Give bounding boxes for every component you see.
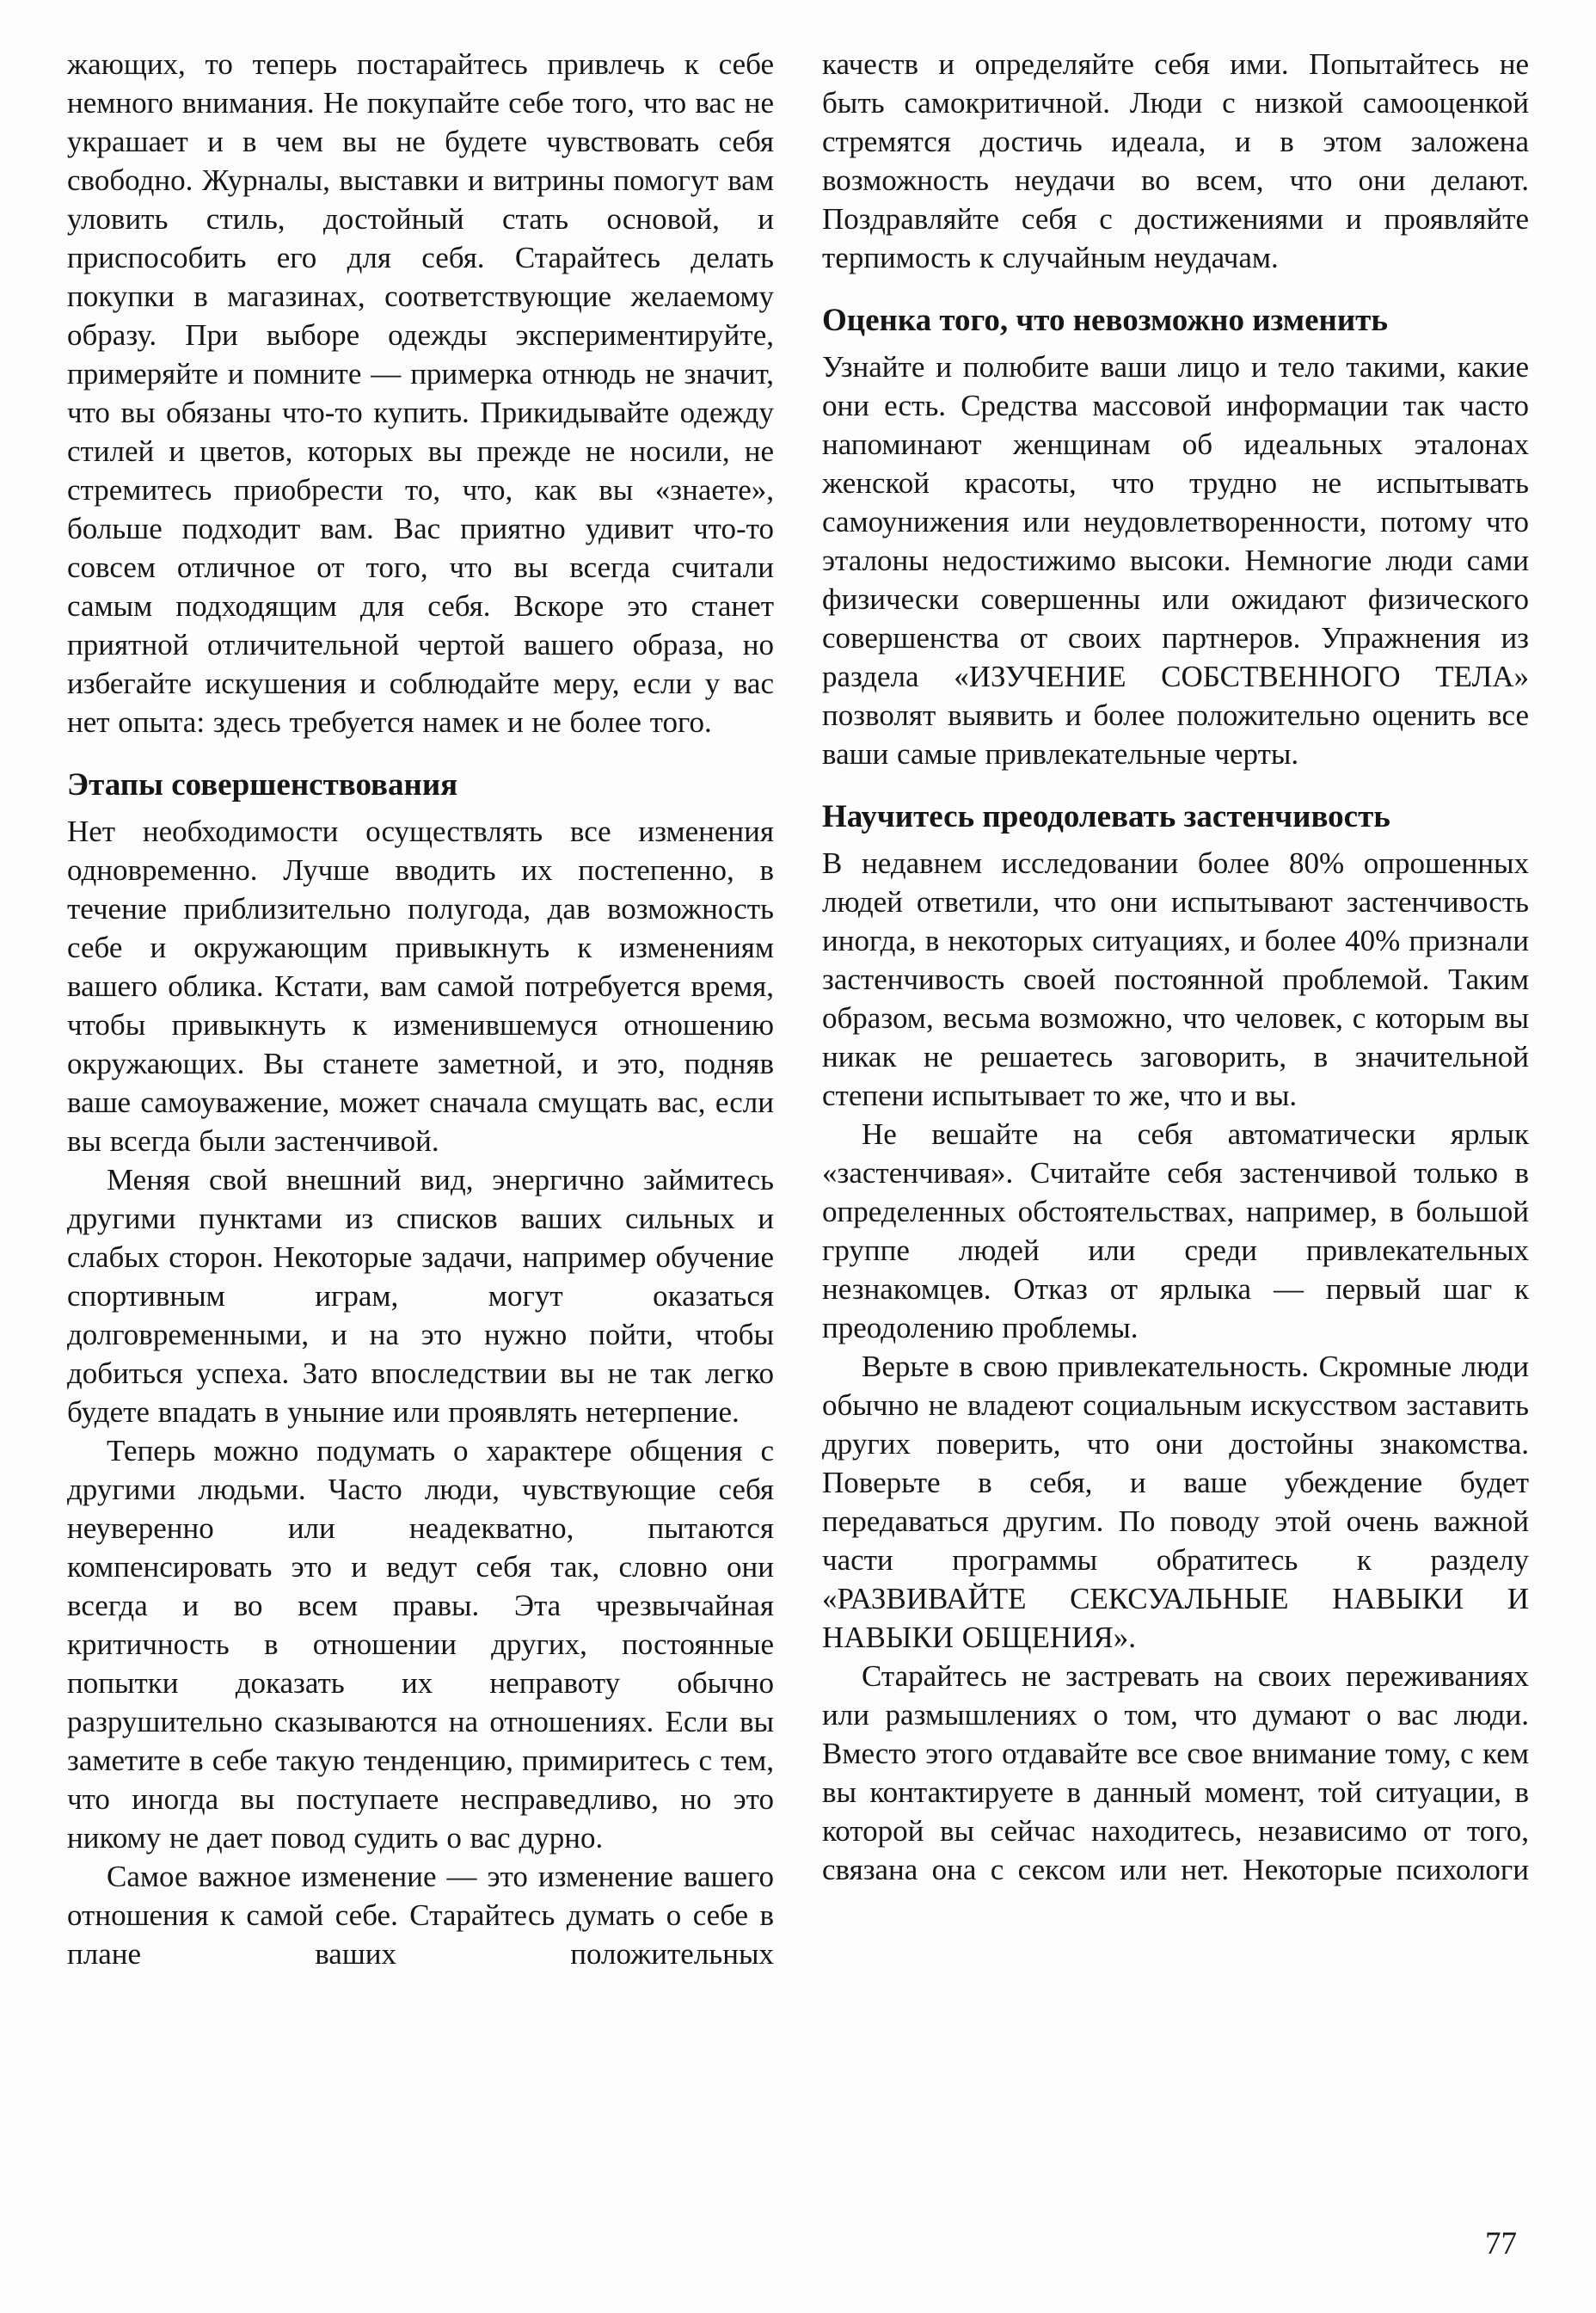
paragraph: Нет необходимости осуществлять все изменения одновременно. Лучше вводить их постепенно, в течение приблизительно полугода, дав возможность себе и окружающим привыкнуть к изменениям вашего облика. Кстати, вам самой потребуется время, чтобы привыкнуть к изменившемуся отношению окружающих. Вы станете заметной, и это, подняв ваше самоуважение, может сначала смущать вас, если вы всегда были застенчивой. (67, 815, 774, 1158)
paragraph: В недавнем исследовании более 80% опрошенных людей ответили, что они испытывают застенчивость иногда, в некоторых ситуациях, и более 40% признали застенчивость своей постоянной проблемой. Таким образом, весьма возможно, что человек, с которым вы никак не решаетесь заговорить, в значительной степени испытывает то же, что и вы. (822, 846, 1529, 1112)
paragraph-continues-next-page: Старайтесь не застревать на своих переживаниях или размышлениях о том, что думают о вас люди. Вместо этого отдавайте все свое внимание тому, с кем вы контактируете в данный момент, той ситуации, в которой вы сейчас находитесь, независимо от того, связана она с сексом или нет. Некоторые психологи (822, 1659, 1529, 1886)
paragraph: Узнайте и полюбите ваши лицо и тело такими, какие они есть. Средства массовой информации так часто напоминают женщинам об идеальных эталонах женской красоты, что трудно не испытывать самоунижения или неудовлетворенности, потому что эталоны недостижимо высоки. Немногие люди сами физически совершенны или ожидают физического совершенства от своих партнеров. Упражнения из раздела «ИЗУЧЕНИЕ СОБСТВЕННОГО ТЕЛА» позволят выявить и более положительно оценить все ваши самые привлекательные черты. (822, 350, 1529, 771)
right-column (822, 45, 1529, 1973)
paragraph-continues-next-column: Самое важное изменение — это изменение вашего отношения к самой себе. Старайтесь думать о себе в плане ваших положительных (67, 1860, 774, 1971)
paragraph: Не вешайте на себя автоматически ярлык «застенчивая». Считайте себя застенчивой только в определенных обстоятельствах, например, в большой группе людей или среди привлекательных незнакомцев. Отказ от ярлыка — первый шаг к преодолению проблемы. (822, 1117, 1529, 1344)
paragraph: Теперь можно подумать о характере общения с другими людьми. Часто люди, чувствующие себя неуверенно или неадекватно, пытаются компенсировать это и ведут себя так, словно они всегда и во всем правы. Эта чрезвычайная критичность в отношении других, постоянные попытки доказать их неправоту обычно разрушительно сказываются на отношениях. Если вы заметите в себе такую тенденцию, примиритесь с тем, что иногда вы поступаете несправедливо, но это никому не дает повод судить о вас дурно. (67, 1434, 774, 1855)
paragraph: Меняя свой внешний вид, энергично займитесь другими пунктами из списков ваших сильных и слабых сторон. Некоторые задачи, например обучение спортивным играм, могут оказаться долговременными, и на это нужно пойти, чтобы добиться успеха. Зато впоследствии вы не так легко будете впадать в уныние или проявлять нетерпение. (67, 1163, 774, 1429)
left-column (67, 45, 774, 1973)
section-heading-stages: Этапы совершенствования (67, 767, 458, 803)
page-number: 77 (1485, 2226, 1517, 2261)
section-heading-shyness: Научитесь преодолевать застенчивость (822, 799, 1390, 834)
section-heading-evaluate: Оценка того, что невозможно изменить (822, 303, 1388, 338)
paragraph-continued-from-previous-page: жающих, то теперь постарайтесь привлечь к себе немного внимания. Не покупайте себе того, что вас не украшает и в чем вы не будете чувствовать себя свободно. Журналы, выставки и витрины помогут вам уловить стиль, достойный стать основой, и приспособить его для себя. Старайтесь делать покупки в магазинах, соответствующие желаемому образу. При выборе одежды экспериментируйте, примеряйте и помните — примерка отнюдь не значит, что вы обязаны что-то купить. Прикидывайте одежду стилей и цветов, которых вы прежде не носили, не стремитесь приобрести то, что, как вы «знаете», больше подходит вам. Вас приятно удивит что-то совсем отличное от того, что вы всегда считали самым подходящим для себя. Вскоре это станет приятной отличительной чертой вашего образа, но избегайте искушения и соблюдайте меру, если у вас нет опыта: здесь требуется намек и не более того. (67, 47, 774, 739)
paragraph: Верьте в свою привлекательность. Скромные люди обычно не владеют социальным искусством заставить других поверить, что они достойны знакомства. Поверьте в себя, и ваше убеждение будет передаваться другим. По поводу этой очень важной части программы обратитесь к разделу «РАЗВИВАЙТЕ СЕКСУАЛЬНЫЕ НАВЫКИ И НАВЫКИ ОБЩЕНИЯ». (822, 1350, 1529, 1654)
paragraph-continued-from-left-column: качеств и определяйте себя ими. Попытайтесь не быть самокритичной. Люди с низкой самооценкой стремятся достичь идеала, и в этом заложена возможность неудачи во всем, что они делают. Поздравляйте себя с достижениями и проявляйте терпимость к случайным неудачам. (822, 47, 1529, 274)
